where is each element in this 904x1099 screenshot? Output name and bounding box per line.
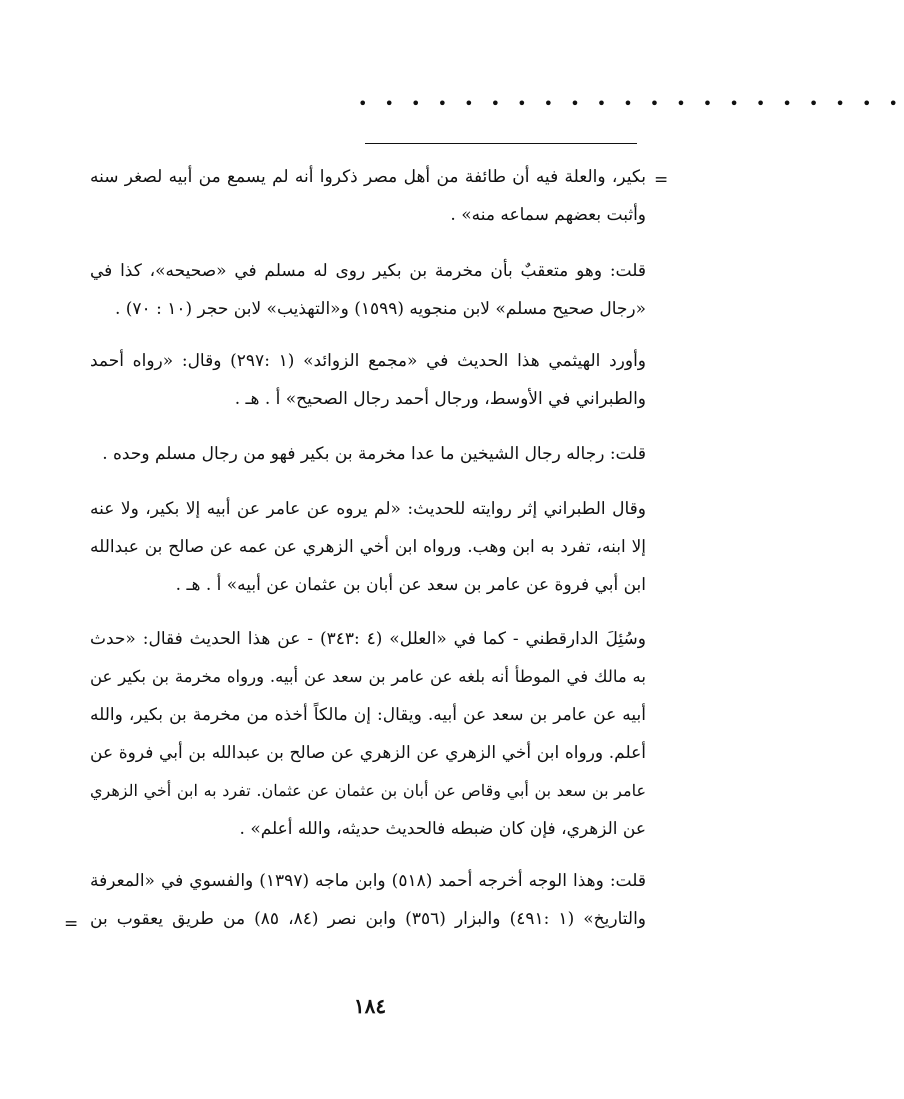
paragraph-5 [90, 490, 646, 604]
paragraph-line: وقال الطبراني إثر روايته للحديث: «لم يروه عن عامر عن أبيه إلا بكير، ولا عنه [90, 499, 646, 519]
paragraph-line: وسُئِلَ الدارقطني - كما في «العلل» (٤ :٣٤٣) - عن هذا الحديث فقال: «حدث [90, 629, 646, 649]
paragraph-6 [90, 620, 646, 848]
paragraph-4 [90, 435, 646, 473]
paragraph-line: وأورد الهيثمي هذا الحديث في «مجمع الزوائد» (١ :٢٩٧) وقال: «رواه أحمد [90, 351, 646, 371]
continuation-mark-start: = [654, 170, 669, 190]
paragraph-line: وأثبت بعضهم سماعه منه» . [450, 205, 646, 225]
paragraph-line: قلت: وهذا الوجه أخرجه أحمد (٥١٨) وابن ماجه (١٣٩٧) والفسوي في «المعرفة [90, 871, 646, 891]
page-number: ١٨٤ [353, 994, 387, 1018]
paragraph-line: عن الزهري، فإن كان ضبطه فالحديث حديثه، والله أعلم» . [239, 819, 646, 839]
paragraph-line: بكير، والعلة فيه أن طائفة من أهل مصر ذكروا أنه لم يسمع من أبيه لصغر سنه [90, 167, 646, 187]
paragraph-line: به مالك في الموطأ أنه بلغه عن عامر بن سعد عن أبيه. ورواه مخرمة بن بكير عن [90, 667, 646, 686]
paragraph-3 [90, 342, 646, 418]
paragraph-line: ابن أبي فروة عن عامر بن سعد عن أبان بن عثمان عن أبيه» أ . هـ . [175, 575, 646, 595]
paragraph-line: عامر بن سعد بن أبي وقاص عن أبان بن عثمان عن عثمان. تفرد به ابن أخي الزهري [90, 781, 646, 800]
paragraph-1 [90, 158, 646, 234]
continuation-mark-end: = [64, 914, 79, 934]
paragraph-line: قلت: رجاله رجال الشيخين ما عدا مخرمة بن بكير فهو من رجال مسلم وحده . [102, 444, 646, 464]
paragraph-7 [90, 862, 646, 938]
paragraph-line: أبيه عن عامر بن سعد عن أبيه. ويقال: إن مالكاً أخذه من مخرمة بن بكير، والله [90, 705, 646, 725]
paragraph-line: أعلم. ورواه ابن أخي الزهري عن الزهري عن صالح بن عبدالله بن أبي فروة عن [90, 743, 646, 763]
footnote-separator-rule [365, 143, 637, 144]
paragraph-2 [90, 252, 646, 328]
paragraph-line: «رجال صحيح مسلم» لابن منجويه (١٥٩٩) و«التهذيب» لابن حجر (١٠ : ٧٠) . [114, 299, 646, 319]
paragraph-line: إلا ابنه، تفرد به ابن وهب. ورواه ابن أخي الزهري عن عمه عن صالح بن عبدالله [90, 537, 646, 557]
header-dot-leader: • • • • • • • • • • • • • • • • • • • • • [358, 94, 904, 113]
paragraph-line: قلت: وهو متعقبٌ بأن مخرمة بن بكير روى له مسلم في «صحيحه»، كذا في [90, 261, 646, 281]
paragraph-line: والتاريخ» (١ :٤٩١) والبزار (٣٥٦) وابن نصر (٨٤، ٨٥) من طريق يعقوب بن [90, 909, 647, 929]
paragraph-line: والطبراني في الأوسط، ورجال أحمد رجال الصحيح» أ . هـ . [234, 389, 646, 409]
